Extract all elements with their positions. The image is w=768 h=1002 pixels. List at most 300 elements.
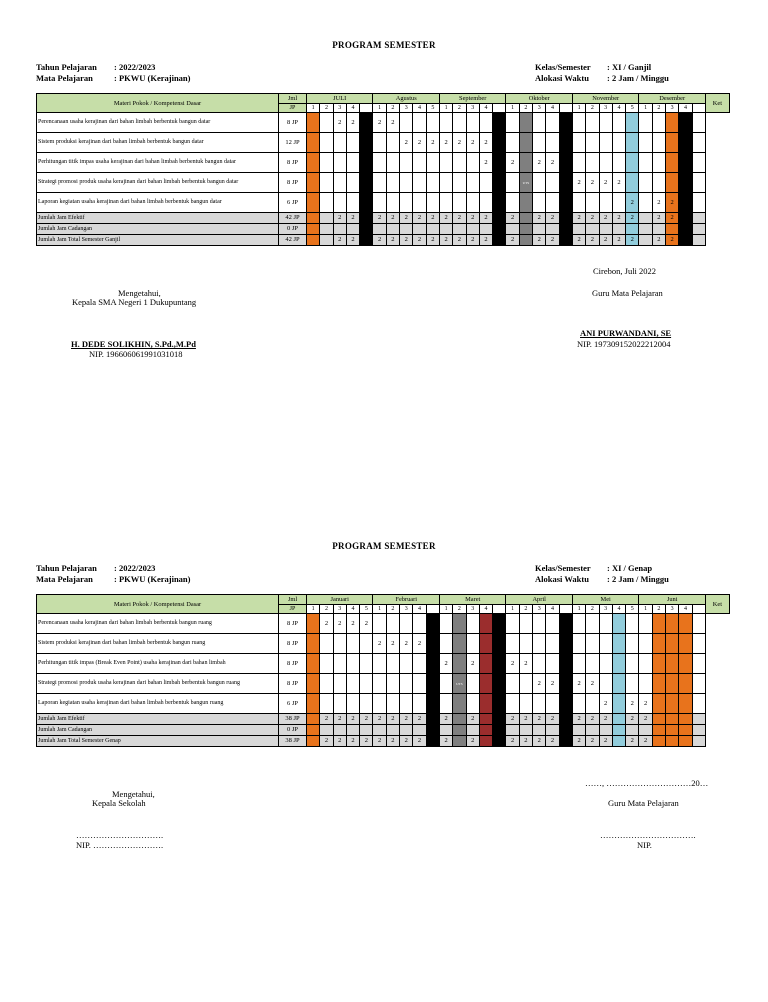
week-cell: 2: [666, 193, 679, 213]
week-cell: [493, 725, 506, 736]
week-cell: [652, 133, 665, 153]
week-cell: [346, 725, 359, 736]
week-cell: 2: [519, 736, 532, 747]
week-cell: [612, 725, 625, 736]
week-cell: [506, 173, 519, 193]
schedule-table: [36, 594, 730, 747]
week-cell: [360, 193, 373, 213]
week-cell: 2: [346, 113, 359, 133]
week-cell: [506, 614, 519, 634]
week-header: 4: [479, 605, 492, 614]
week-cell: 2: [479, 133, 492, 153]
ket-cell: [692, 235, 705, 246]
week-cell: 2: [346, 235, 359, 246]
week-cell: 2: [479, 235, 492, 246]
materi-cell: Strategi promosi produk usaha kerajinan dari bahan limbah berbentuk bangun ruang: [37, 674, 279, 694]
week-cell: [559, 235, 572, 246]
summary-row: [37, 736, 730, 747]
week-cell: [639, 725, 652, 736]
week-cell: [386, 725, 399, 736]
header-field: [36, 574, 191, 585]
week-cell: [333, 694, 346, 714]
week-cell: 2: [586, 213, 599, 224]
week-cell: 2: [533, 736, 546, 747]
week-header: 4: [546, 605, 559, 614]
week-cell: [572, 725, 585, 736]
jp-cell: 38 JP: [279, 736, 307, 747]
ket-cell: [692, 674, 705, 694]
week-cell: [439, 674, 452, 694]
week-cell: 2: [413, 133, 426, 153]
week-header: 4: [612, 104, 625, 113]
header-key: Alokasi Waktu: [535, 73, 589, 83]
week-cell: [493, 235, 506, 246]
week-cell: [626, 725, 639, 736]
week-cell: 2: [586, 235, 599, 246]
week-cell: 2: [612, 173, 625, 193]
ket-cell: [692, 213, 705, 224]
week-cell: [612, 634, 625, 654]
week-cell: [307, 634, 320, 654]
week-cell: [599, 193, 612, 213]
week-cell: [533, 133, 546, 153]
week-cell: [559, 614, 572, 634]
week-cell: [360, 694, 373, 714]
month-header: Agustus: [373, 94, 439, 104]
week-cell: [346, 153, 359, 173]
week-cell: 2: [439, 213, 452, 224]
week-cell: [386, 173, 399, 193]
week-cell: 2: [466, 714, 479, 725]
week-cell: [400, 654, 413, 674]
week-cell: 2: [453, 235, 466, 246]
week-cell: [333, 193, 346, 213]
week-cell: [466, 193, 479, 213]
week-header: 5: [360, 605, 373, 614]
week-cell: [612, 736, 625, 747]
materi-cell: Jumlah Jam Cadangan: [37, 224, 279, 235]
week-cell: [679, 113, 692, 133]
month-header: April: [506, 595, 572, 605]
week-cell: 2: [346, 213, 359, 224]
program-semester-genap: [0, 501, 768, 1002]
week-cell: [559, 224, 572, 235]
week-cell: 2: [572, 213, 585, 224]
week-cell: [346, 694, 359, 714]
week-cell: 2: [479, 153, 492, 173]
week-cell: 2: [373, 736, 386, 747]
header-key: Mata Pelajaran: [36, 73, 93, 83]
week-cell: 2: [666, 213, 679, 224]
materi-cell: Perencanaan usaha kerajinan dari bahan limbah berbentuk bangun ruang: [37, 614, 279, 634]
week-cell: [479, 224, 492, 235]
week-cell: [453, 634, 466, 654]
month-header: Mei: [572, 595, 638, 605]
week-header: 1: [373, 104, 386, 113]
week-cell: [586, 725, 599, 736]
week-cell: 2: [586, 674, 599, 694]
week-cell: 2: [426, 213, 439, 224]
ket-cell: [692, 614, 705, 634]
week-cell: [453, 725, 466, 736]
week-cell: [639, 173, 652, 193]
week-cell: 2: [373, 634, 386, 654]
week-cell: [493, 153, 506, 173]
week-cell: 2: [439, 736, 452, 747]
week-cell: [679, 153, 692, 173]
week-cell: 2: [626, 736, 639, 747]
week-cell: 2: [439, 133, 452, 153]
week-cell: [666, 694, 679, 714]
week-header: 3: [599, 104, 612, 113]
week-cell: [572, 113, 585, 133]
week-cell: 2: [413, 235, 426, 246]
week-cell: [652, 654, 665, 674]
week-header: 1: [307, 605, 320, 614]
week-header: 2: [586, 104, 599, 113]
week-cell: [360, 224, 373, 235]
week-cell: [426, 736, 439, 747]
jp-cell: 38 JP: [279, 714, 307, 725]
week-cell: [426, 654, 439, 674]
week-cell: [546, 694, 559, 714]
table-row: [37, 153, 730, 173]
week-cell: [652, 674, 665, 694]
week-header: 5: [626, 104, 639, 113]
week-cell: [519, 193, 532, 213]
week-cell: 2: [506, 736, 519, 747]
week-cell: [679, 133, 692, 153]
week-cell: 2: [413, 736, 426, 747]
week-cell: [479, 193, 492, 213]
week-header: [493, 605, 506, 614]
signature-right-nip: NIP. 197309152022212004: [577, 339, 671, 349]
week-cell: [373, 614, 386, 634]
week-cell: [439, 614, 452, 634]
week-cell: [320, 235, 333, 246]
week-cell: [559, 133, 572, 153]
header-field: [535, 563, 669, 574]
week-header: [493, 104, 506, 113]
week-cell: 2: [400, 235, 413, 246]
week-cell: [599, 133, 612, 153]
summary-row: [37, 235, 730, 246]
signature-right-title: Guru Mata Pelajaran: [592, 288, 663, 298]
week-cell: [506, 113, 519, 133]
week-cell: 2: [639, 694, 652, 714]
week-cell: 2: [373, 235, 386, 246]
week-cell: [506, 674, 519, 694]
week-cell: 2: [546, 736, 559, 747]
week-cell: 2: [373, 714, 386, 725]
week-cell: [493, 133, 506, 153]
week-cell: [666, 153, 679, 173]
week-cell: [373, 173, 386, 193]
summary-row: [37, 714, 730, 725]
week-header: 2: [519, 605, 532, 614]
week-cell: [639, 133, 652, 153]
week-cell: [519, 153, 532, 173]
ket-cell: [692, 654, 705, 674]
week-cell: [386, 654, 399, 674]
week-cell: [439, 224, 452, 235]
week-cell: [346, 193, 359, 213]
week-cell: [307, 694, 320, 714]
ket-cell: [692, 725, 705, 736]
week-cell: [439, 694, 452, 714]
week-cell: [386, 133, 399, 153]
week-cell: [360, 133, 373, 153]
week-cell: [346, 634, 359, 654]
materi-cell: Jumlah Jam Efektif: [37, 213, 279, 224]
week-cell: [666, 654, 679, 674]
week-cell: [479, 173, 492, 193]
week-cell: 2: [533, 674, 546, 694]
week-header: 1: [506, 104, 519, 113]
week-cell: [320, 173, 333, 193]
week-cell: 2: [626, 694, 639, 714]
week-header: 4: [413, 605, 426, 614]
week-cell: [453, 674, 466, 694]
header-value: : 2022/2023: [114, 62, 156, 72]
week-cell: 2: [546, 235, 559, 246]
week-cell: [413, 173, 426, 193]
header-key: Tahun Pelajaran: [36, 62, 97, 72]
week-cell: [559, 193, 572, 213]
week-cell: [572, 224, 585, 235]
week-cell: 2: [626, 714, 639, 725]
week-header: 2: [386, 104, 399, 113]
week-cell: [506, 224, 519, 235]
week-cell: [586, 614, 599, 634]
week-cell: [479, 634, 492, 654]
column-header-jml: Jml: [279, 94, 307, 104]
week-cell: 2: [320, 714, 333, 725]
week-cell: [679, 213, 692, 224]
week-cell: 2: [466, 654, 479, 674]
week-cell: [533, 725, 546, 736]
signature-left-label: Mengetahui,: [112, 789, 155, 799]
week-cell: [333, 674, 346, 694]
week-cell: [320, 224, 333, 235]
week-header: 3: [533, 605, 546, 614]
signature-left-name: H. DEDE SOLIKHIN, S.Pd.,M.Pd: [71, 339, 196, 349]
header-field: [535, 574, 669, 585]
week-cell: 2: [546, 674, 559, 694]
ket-cell: [692, 133, 705, 153]
week-cell: 2: [546, 213, 559, 224]
week-cell: [307, 113, 320, 133]
week-cell: [652, 725, 665, 736]
materi-cell: Jumlah Jam Efektif: [37, 714, 279, 725]
jp-cell: 8 JP: [279, 153, 307, 173]
week-cell: [586, 634, 599, 654]
week-cell: [506, 133, 519, 153]
week-header: 4: [346, 605, 359, 614]
week-cell: 2: [386, 714, 399, 725]
jp-cell: 8 JP: [279, 173, 307, 193]
week-cell: [599, 113, 612, 133]
week-cell: [426, 153, 439, 173]
week-cell: [386, 674, 399, 694]
week-cell: 2: [599, 213, 612, 224]
week-cell: [559, 213, 572, 224]
week-cell: [307, 235, 320, 246]
week-cell: [546, 133, 559, 153]
week-cell: [493, 654, 506, 674]
week-cell: [307, 193, 320, 213]
header-key: Alokasi Waktu: [535, 574, 589, 584]
week-cell: [572, 634, 585, 654]
week-cell: [679, 235, 692, 246]
month-header: Maret: [439, 595, 505, 605]
week-cell: [466, 173, 479, 193]
week-cell: [639, 153, 652, 173]
jp-cell: 0 JP: [279, 224, 307, 235]
week-cell: [666, 736, 679, 747]
week-cell: 2: [572, 173, 585, 193]
week-header: 3: [666, 104, 679, 113]
week-cell: [413, 153, 426, 173]
week-cell: 2: [426, 235, 439, 246]
week-cell: [586, 193, 599, 213]
signature-right-name: ANI PURWANDANI, SE: [580, 328, 672, 338]
week-cell: 2: [666, 235, 679, 246]
week-cell: [466, 614, 479, 634]
week-cell: [373, 193, 386, 213]
week-cell: [519, 235, 532, 246]
week-cell: 2: [426, 133, 439, 153]
week-cell: [360, 674, 373, 694]
month-header: Februari: [373, 595, 439, 605]
week-cell: [639, 235, 652, 246]
week-cell: [320, 654, 333, 674]
month-header: JULI: [307, 94, 373, 104]
week-cell: 2: [612, 235, 625, 246]
column-header-jml: Jml: [279, 595, 307, 605]
week-cell: [307, 173, 320, 193]
week-cell: [466, 153, 479, 173]
header-left: [36, 563, 191, 585]
week-cell: [439, 193, 452, 213]
table-row: [37, 173, 730, 193]
week-cell: [373, 133, 386, 153]
week-cell: 2: [599, 714, 612, 725]
week-cell: [413, 674, 426, 694]
week-cell: [639, 614, 652, 634]
week-cell: [333, 654, 346, 674]
week-cell: [493, 173, 506, 193]
week-cell: [493, 193, 506, 213]
week-cell: [519, 725, 532, 736]
week-cell: [666, 714, 679, 725]
week-cell: [426, 725, 439, 736]
week-cell: [373, 654, 386, 674]
week-cell: 2: [572, 674, 585, 694]
week-cell: [386, 224, 399, 235]
week-header: 1: [506, 605, 519, 614]
header-field: [36, 73, 191, 84]
week-cell: [679, 725, 692, 736]
ket-cell: [692, 113, 705, 133]
week-cell: [373, 674, 386, 694]
week-cell: [572, 614, 585, 634]
column-header-ket: Ket: [705, 94, 729, 113]
week-cell: [533, 224, 546, 235]
week-cell: [386, 694, 399, 714]
week-cell: [679, 224, 692, 235]
week-cell: [426, 173, 439, 193]
materi-cell: Jumlah Jam Total Semester Genap: [37, 736, 279, 747]
jp-cell: 12 JP: [279, 133, 307, 153]
week-cell: 2: [599, 173, 612, 193]
signature-right-nip: NIP.: [637, 840, 652, 850]
signature-left-nip: NIP. 196606061991031018: [89, 349, 183, 359]
week-cell: [679, 694, 692, 714]
week-cell: 2: [439, 654, 452, 674]
week-header: 3: [466, 605, 479, 614]
week-cell: [652, 714, 665, 725]
week-header: 2: [586, 605, 599, 614]
week-cell: [346, 654, 359, 674]
week-cell: [360, 725, 373, 736]
week-cell: [546, 113, 559, 133]
ket-cell: [692, 634, 705, 654]
week-cell: [360, 173, 373, 193]
week-header: 3: [466, 104, 479, 113]
week-header: [426, 605, 439, 614]
week-cell: [533, 694, 546, 714]
materi-cell: Jumlah Jam Total Semester Ganjil: [37, 235, 279, 246]
week-cell: [413, 614, 426, 634]
week-header: 2: [320, 605, 333, 614]
week-cell: [453, 224, 466, 235]
jp-cell: 0 JP: [279, 725, 307, 736]
week-cell: [666, 674, 679, 694]
column-header-ket: Ket: [705, 595, 729, 614]
week-cell: [612, 153, 625, 173]
week-cell: [559, 725, 572, 736]
week-cell: 2: [572, 714, 585, 725]
week-cell: [426, 224, 439, 235]
week-cell: 2: [599, 235, 612, 246]
week-cell: [400, 224, 413, 235]
week-cell: [493, 694, 506, 714]
week-cell: [453, 736, 466, 747]
week-header: [559, 605, 572, 614]
week-cell: [320, 113, 333, 133]
week-header: 4: [479, 104, 492, 113]
week-cell: [413, 193, 426, 213]
signature-right-name: …………………………….: [600, 830, 696, 840]
table-row: [37, 674, 730, 694]
week-cell: 2: [466, 213, 479, 224]
week-cell: [666, 224, 679, 235]
week-cell: [307, 133, 320, 153]
header-left: [36, 62, 191, 84]
week-cell: [466, 674, 479, 694]
week-header: 4: [679, 605, 692, 614]
week-header: 4: [413, 104, 426, 113]
week-cell: 2: [533, 714, 546, 725]
week-cell: 2: [599, 736, 612, 747]
week-cell: 2: [333, 235, 346, 246]
week-cell: [626, 113, 639, 133]
week-cell: 2: [386, 634, 399, 654]
week-cell: [519, 173, 532, 193]
week-cell: [586, 694, 599, 714]
week-cell: [307, 736, 320, 747]
